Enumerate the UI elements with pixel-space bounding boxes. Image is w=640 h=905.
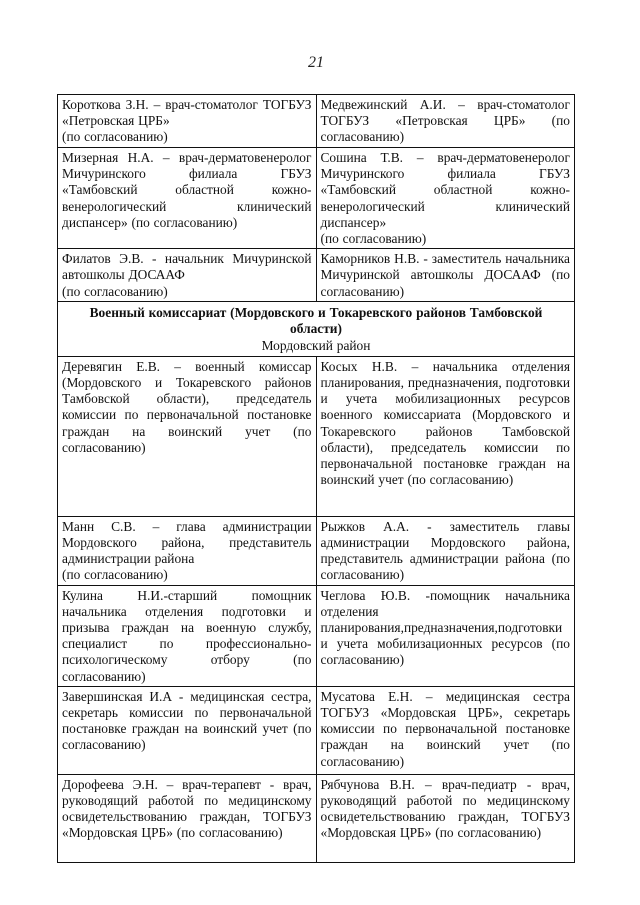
member-cell-left (58, 686, 317, 774)
member-cell-right (316, 148, 575, 249)
member-cell-left (58, 249, 317, 302)
table-row (58, 686, 575, 774)
member-text: Деревягин Е.В. – военный комиссар (Мордовского и Токаревского районов Тамбовской области), председатель комиссии по первоначальной постановке граждан на воинский учет (по согласованию) (62, 358, 312, 455)
member-cell-left (58, 516, 317, 585)
member-cell-left (58, 774, 317, 862)
member-cell-right (316, 95, 575, 148)
table-row (58, 95, 575, 148)
table-row (58, 516, 575, 585)
member-text: Завершинская И.А - медицинская сестра, секретарь комиссии по первоначальной постановке граждан на воинский учет (по согласованию) (62, 688, 312, 753)
table-row (58, 356, 575, 516)
member-text: Кулина Н.И.-старший помощник начальника отделения подготовки и призыва граждан на военную службу, специалист по профессионально-психологическому отбору (по согласованию) (62, 587, 312, 684)
section-row (58, 302, 575, 357)
member-cell-right (316, 686, 575, 774)
member-cell-right (316, 249, 575, 302)
member-cell-left (58, 148, 317, 249)
table-row (58, 774, 575, 862)
member-text: Рябчунова В.Н. – врач-педиатр - врач, руководящий работой по медицинскому освидетельствованию граждан, ТОГБУЗ «Мордовская ЦРБ» (по согласованию) (320, 776, 570, 841)
member-text: Мизерная Н.А. – врач-дерматовенеролог Мичуринского филиала ГБУЗ «Тамбовский областной кожно-венерологический клинический диспансер» (по согласованию) (62, 150, 312, 230)
member-text: Мусатова Е.Н. – медицинская сестра ТОГБУЗ «Мордовская ЦРБ», секретарь комиссии по первоначальной постановке граждан на воинский учет (по согласованию) (320, 688, 570, 769)
member-cell-left (58, 95, 317, 148)
member-text: Короткова З.Н. – врач-стоматолог ТОГБУЗ «Петровская ЦРБ» (по согласованию) (62, 97, 312, 145)
member-text: Сошина Т.В. – врач-дерматовенеролог Мичуринского филиала ГБУЗ «Тамбовский областной кожно-венерологический клинический диспансер» (по согласованию) (320, 150, 570, 247)
member-text: Медвежинский А.И. – врач-стоматолог ТОГБУЗ «Петровская ЦРБ» (по согласованию) (320, 97, 570, 145)
member-cell-right (316, 585, 575, 686)
section-subtitle: Мордовский район (261, 337, 371, 353)
member-text: Косых Н.В. – начальника отделения планирования, предназначения, подготовки и учета мобилизационных ресурсов военного комиссариата (Мордовского и Токаревского районов Тамбовской области), председатель комиссии по первоначальной постановке граждан на воинский учет (по согласованию) (320, 358, 570, 488)
member-text: Манн С.В. – глава администрации Мордовского района, представитель администрации района (по согласованию) (62, 518, 312, 583)
table-row (58, 148, 575, 249)
member-cell-left (58, 585, 317, 686)
member-text: Каморников Н.В. - заместитель начальника Мичуринской автошколы ДОСААФ (по согласованию) (320, 251, 570, 299)
member-text: Филатов Э.В. - начальник Мичуринской автошколы ДОСААФ (по согласованию) (62, 251, 312, 299)
member-text: Рыжков А.А. - заместитель главы администрации Мордовского района, представитель администрации района (по согласованию) (320, 518, 570, 583)
member-cell-right (316, 774, 575, 862)
table-row (58, 249, 575, 302)
member-cell-right (316, 516, 575, 585)
page-number: 21 (308, 54, 324, 71)
member-cell-left (58, 356, 317, 516)
table-row (58, 585, 575, 686)
member-text: Дорофеева Э.Н. – врач-терапевт - врач, руководящий работой по медицинскому освидетельствованию граждан, ТОГБУЗ «Мордовская ЦРБ» (по согласованию) (62, 776, 312, 841)
member-text: Чеглова Ю.В. -помощник начальника отделения планирования,предназначения,подготовки и учета мобилизационных ресурсов (по согласованию) (320, 587, 570, 668)
section-title: Военный комиссариат (Мордовского и Токаревского районов Тамбовской области) (89, 305, 543, 337)
member-cell-right (316, 356, 575, 516)
section-header (58, 302, 575, 357)
commission-table (57, 94, 575, 863)
